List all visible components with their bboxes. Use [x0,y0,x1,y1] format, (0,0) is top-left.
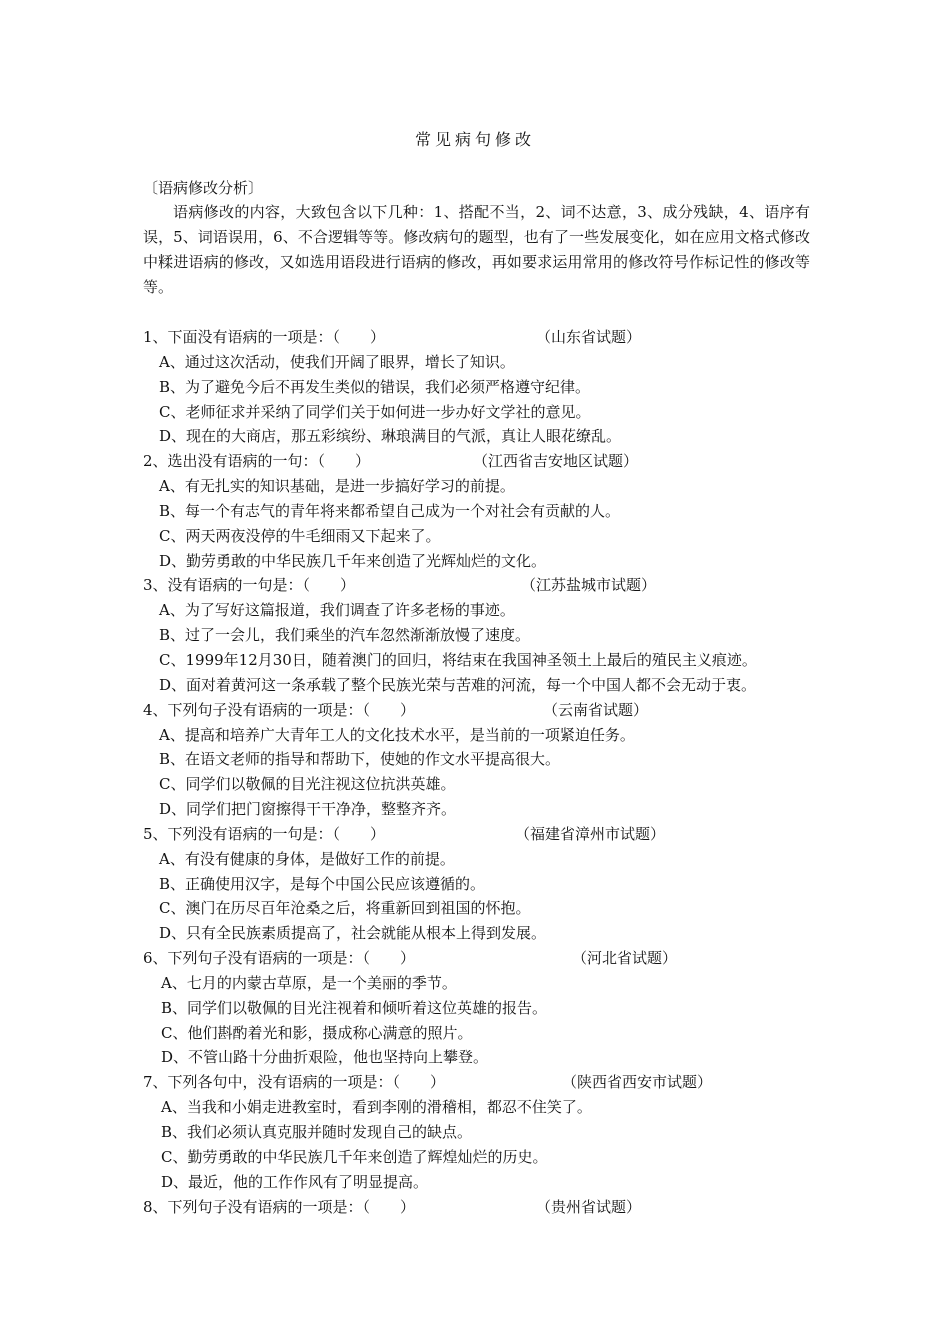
question-stem: 3、没有语病的一句是：（ ） [143,576,356,595]
option-b: B、每一个有志气的青年将来都希望自己成为一个对社会有贡献的人。 [159,501,621,520]
option-c: C、1999年12月30日，随着澳门的回归，将结束在我国神圣领土上最后的殖民主义痕迹。 [159,650,757,669]
question-6 [143,946,843,1070]
question-1 [143,325,843,449]
option-d: D、只有全民族素质提高了，社会就能从根本上得到发展。 [159,924,547,943]
question-line [143,573,843,598]
question-source: （江苏盐城市试题） [521,576,657,595]
option-d: D、勤劳勇敢的中华民族几千年来创造了光辉灿烂的文化。 [159,551,547,570]
option-d: D、面对着黄河这一条承载了整个民族光荣与苦难的河流，每一个中国人都不会无动于衷。 [159,675,757,694]
option-b: B、过了一会儿，我们乘坐的汽车忽然渐渐放慢了速度。 [159,626,531,645]
option-a: A、当我和小娟走进教室时，看到李刚的滑稽相，都忍不住笑了。 [161,1098,592,1117]
option-c: C、两天两夜没停的牛毛细雨又下起来了。 [159,526,441,545]
question-list [143,325,843,1219]
option-d: D、不管山路十分曲折艰险，他也坚持向上攀登。 [161,1048,489,1067]
question-stem: 2、选出没有语病的一句：（ ） [143,452,371,471]
question-line [143,325,843,350]
question-source: （陕西省西安市试题） [562,1073,713,1092]
option-c: C、他们斟酌着光和影，摄成称心满意的照片。 [161,1023,473,1042]
question-4 [143,698,843,822]
question-8 [143,1195,843,1220]
question-stem: 6、下列句子没有语病的一项是：（ ） [143,949,416,968]
question-line [143,822,843,847]
question-5 [143,822,843,946]
question-source: （江西省吉安地区试题） [473,452,639,471]
option-a: A、七月的内蒙古草原，是一个美丽的季节。 [161,973,457,992]
option-a: A、有无扎实的知识基础，是进一步搞好学习的前提。 [159,477,515,496]
analysis-paragraph: 语病修改的内容，大致包含以下几种：1、搭配不当，2、词不达意，3、成分残缺，4、语序有误，5、词语误用，6、不合逻辑等等。修改病句的题型，也有了一些发展变化，如在应用文格式修改中糅进语病的修改，又如选用语段进行语病的修改，再如要求运用常用的修改符号作标记性的修改等等。 [143,203,810,296]
option-b: B、在语文老师的指导和帮助下，使她的作文水平提高很大。 [159,750,561,769]
question-2 [143,449,843,573]
option-d: D、同学们把门窗擦得干干净净，整整齐齐。 [159,800,457,819]
option-c: C、澳门在历尽百年沧桑之后，将重新回到祖国的怀抱。 [159,899,531,918]
option-d: D、现在的大商店，那五彩缤纷、琳琅满目的气派，真让人眼花缭乱。 [159,427,622,446]
question-line [143,1070,843,1095]
option-a: A、为了写好这篇报道，我们调查了许多老杨的事迹。 [159,601,515,620]
question-stem: 7、下列各句中，没有语病的一项是：（ ） [143,1073,446,1092]
question-stem: 4、下列句子没有语病的一项是：（ ） [143,700,416,719]
option-d: D、最近，他的工作作风有了明显提高。 [161,1172,429,1191]
option-c: C、同学们以敬佩的目光注视这位抗洪英雄。 [159,775,456,794]
question-source: （云南省试题） [543,700,649,719]
question-source: （河北省试题） [572,949,678,968]
question-7 [143,1070,843,1194]
question-source: （福建省漳州市试题） [515,824,666,843]
page-title: 常见病句修改 [414,130,535,149]
option-b: B、同学们以敬佩的目光注视着和倾听着这位英雄的报告。 [161,998,548,1017]
question-stem: 5、下列没有语病的一句是：（ ） [143,824,386,843]
question-source: （山东省试题） [536,328,642,346]
question-source: （贵州省试题） [536,1197,642,1216]
analysis-heading: 〔语病修改分析〕 [143,179,264,197]
option-a: A、提高和培养广大青年工人的文化技术水平，是当前的一项紧迫任务。 [159,725,635,744]
option-c: C、老师征求并采纳了同学们关于如何进一步办好文学社的意见。 [159,402,591,421]
question-line [143,449,843,474]
option-b: B、为了避免今后不再发生类似的错误，我们必须严格遵守纪律。 [159,377,591,396]
option-b: B、正确使用汉字，是每个中国公民应该遵循的。 [159,874,486,893]
question-line [143,946,843,971]
question-line [143,698,843,723]
question-stem: 1、下面没有语病的一项是：（ ） [143,328,386,346]
option-a: A、通过这次活动，使我们开阔了眼界，增长了知识。 [159,352,515,371]
question-3 [143,573,843,697]
option-c: C、勤劳勇敢的中华民族几千年来创造了辉煌灿烂的历史。 [161,1147,548,1166]
option-b: B、我们必须认真克服并随时发现自己的缺点。 [161,1123,473,1141]
option-a: A、有没有健康的身体，是做好工作的前提。 [159,849,455,868]
question-line [143,1195,843,1220]
question-stem: 8、下列句子没有语病的一项是：（ ） [143,1197,416,1216]
